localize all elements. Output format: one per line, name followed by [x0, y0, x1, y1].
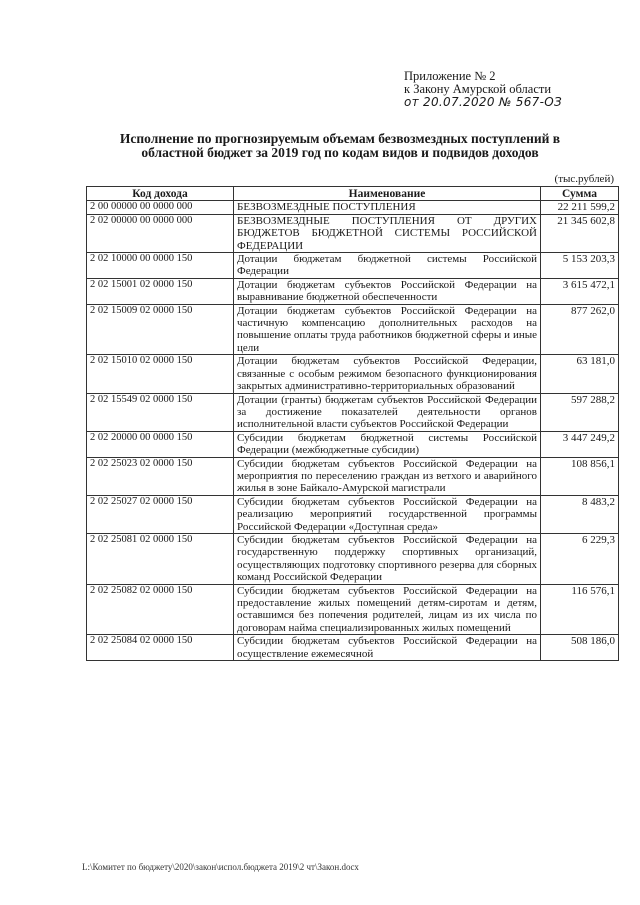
- name-cell: Субсидии бюджетам субъектов Российской Федерации на осуществление ежемесячной: [234, 635, 541, 661]
- table-row: [87, 393, 619, 431]
- table-row: [87, 355, 619, 393]
- name-cell: БЕЗВОЗМЕЗДНЫЕ ПОСТУПЛЕНИЯ ОТ ДРУГИХ БЮДЖЕТОВ БЮДЖЕТНОЙ СИСТЕМЫ РОССИЙСКОЙ ФЕДЕРАЦИИ: [234, 214, 541, 252]
- sum-cell: 6 229,3: [541, 533, 619, 584]
- sum-cell: 116 576,1: [541, 584, 619, 635]
- table-row: [87, 495, 619, 533]
- code-cell: 2 00 00000 00 0000 000: [87, 201, 234, 214]
- sum-cell: 3 447 249,2: [541, 431, 619, 457]
- table-row: [87, 584, 619, 635]
- file-path-footer: L:\Комитет по бюджету\2020\закон\испол.бюджета 2019\2 чт\Закон.docx: [82, 862, 359, 872]
- table-row: [87, 201, 619, 214]
- title-line-2: областной бюджет за 2019 год по кодам видов и подвидов доходов: [141, 145, 539, 160]
- table-body: [87, 201, 619, 661]
- appendix-line-3: от 20.07.2020 № 567-ОЗ: [404, 95, 562, 109]
- table-row: [87, 533, 619, 584]
- table-header-row: [87, 187, 619, 201]
- code-cell: 2 02 25081 02 0000 150: [87, 533, 234, 584]
- sum-cell: 21 345 602,8: [541, 214, 619, 252]
- code-cell: 2 02 15549 02 0000 150: [87, 393, 234, 431]
- table-row: [87, 431, 619, 457]
- sum-cell: 22 211 599,2: [541, 201, 619, 214]
- sum-cell: 877 262,0: [541, 304, 619, 355]
- code-cell: 2 02 25084 02 0000 150: [87, 635, 234, 661]
- table-row: [87, 457, 619, 495]
- table-row: [87, 278, 619, 304]
- appendix-line-1: Приложение № 2: [404, 69, 496, 83]
- name-cell: БЕЗВОЗМЕЗДНЫЕ ПОСТУПЛЕНИЯ: [234, 201, 541, 214]
- sum-cell: 3 615 472,1: [541, 278, 619, 304]
- code-cell: 2 02 15009 02 0000 150: [87, 304, 234, 355]
- header-name: Наименование: [234, 187, 541, 201]
- sum-cell: 597 288,2: [541, 393, 619, 431]
- code-cell: 2 02 00000 00 0000 000: [87, 214, 234, 252]
- code-cell: 2 02 20000 00 0000 150: [87, 431, 234, 457]
- sum-cell: 8 483,2: [541, 495, 619, 533]
- sum-cell: 108 856,1: [541, 457, 619, 495]
- revenue-table: [86, 186, 619, 661]
- name-cell: Субсидии бюджетам субъектов Российской Федерации на предоставление жилых помещений детям-сиротам и детям, оставшимся без попечения родителей, лицам из их числа по договорам найма специализированных жилых помещений: [234, 584, 541, 635]
- table-row: [87, 214, 619, 252]
- name-cell: Субсидии бюджетам субъектов Российской Федерации на реализацию мероприятий государственной программы Российской Федерации «Доступная среда»: [234, 495, 541, 533]
- table-row: [87, 635, 619, 661]
- name-cell: Дотации бюджетам субъектов Российской Федерации на частичную компенсацию дополнительных расходов на повышение оплаты труда работников бюджетной сферы и иные цели: [234, 304, 541, 355]
- code-cell: 2 02 25082 02 0000 150: [87, 584, 234, 635]
- header-sum: Сумма: [541, 187, 619, 201]
- appendix-block: [404, 70, 562, 109]
- header-code: Код дохода: [87, 187, 234, 201]
- sum-cell: 5 153 203,3: [541, 253, 619, 279]
- name-cell: Дотации бюджетам субъектов Российской Федерации на выравнивание бюджетной обеспеченности: [234, 278, 541, 304]
- title-line-1: Исполнение по прогнозируемым объемам безвозмездных поступлений в: [119, 131, 561, 146]
- appendix-line-2: к Закону Амурской области: [404, 82, 552, 96]
- table-row: [87, 304, 619, 355]
- name-cell: Дотации бюджетам субъектов Российской Федерации, связанные с особым режимом безопасного функционирования закрытых административно-территориальных образований: [234, 355, 541, 393]
- code-cell: 2 02 15010 02 0000 150: [87, 355, 234, 393]
- name-cell: Субсидии бюджетам субъектов Российской Федерации на государственную поддержку спортивных организаций, осуществляющих подготовку спортивного резерва для сборных команд Российской Федерации: [234, 533, 541, 584]
- code-cell: 2 02 10000 00 0000 150: [87, 253, 234, 279]
- units-label: (тыс.рублей): [554, 173, 614, 185]
- table-row: [87, 253, 619, 279]
- code-cell: 2 02 15001 02 0000 150: [87, 278, 234, 304]
- sum-cell: 63 181,0: [541, 355, 619, 393]
- document-title: [60, 132, 620, 160]
- sum-cell: 508 186,0: [541, 635, 619, 661]
- name-cell: Субсидии бюджетам субъектов Российской Федерации на мероприятия по переселению граждан из ветхого и аварийного жилья в зоне Байкало-Амурской магистрали: [234, 457, 541, 495]
- code-cell: 2 02 25027 02 0000 150: [87, 495, 234, 533]
- name-cell: Субсидии бюджетам бюджетной системы Российской Федерации (межбюджетные субсидии): [234, 431, 541, 457]
- code-cell: 2 02 25023 02 0000 150: [87, 457, 234, 495]
- name-cell: Дотации бюджетам бюджетной системы Российской Федерации: [234, 253, 541, 279]
- name-cell: Дотации (гранты) бюджетам субъектов Российской Федерации за достижение показателей деятельности органов исполнительной власти субъектов Российской Федерации: [234, 393, 541, 431]
